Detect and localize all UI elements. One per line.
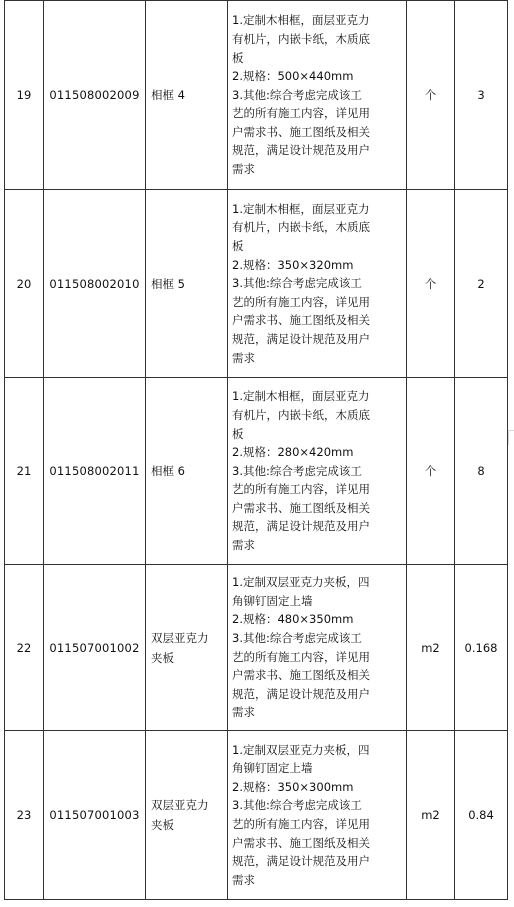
item-code: 011508002011 [44,378,146,565]
item-number: 20 [5,190,44,378]
item-name: 相框 5 [146,190,228,378]
description-line: 2.规格：500×440mm [232,69,354,84]
description-line: 有机片，内嵌卡纸，木质底 [232,220,370,235]
item-number: 19 [5,1,44,190]
description-line: 角铆钉固定上墙 [232,593,313,608]
item-unit: 个 [407,1,455,190]
description-line: 3.其他:综合考虑完成该工 [232,463,362,478]
description-line: 3.其他:综合考虑完成该工 [232,87,362,102]
item-name-line: 夹板 [151,650,174,665]
description-line: 户需求书、施工图纸及相关 [232,124,370,139]
description-line: 2.规格：480×350mm [232,612,354,627]
description-line: 1.定制木相框，面层亚克力 [232,13,370,28]
description-line: 艺的所有施工内容，详见用 [232,649,370,664]
item-description [228,565,407,731]
item-code: 011508002010 [44,190,146,378]
description-line: 3.其他:综合考虑完成该工 [232,630,362,645]
item-name [146,731,228,900]
item-name: 相框 6 [146,378,228,565]
description-line: 1.定制木相框，面层亚克力 [232,201,370,216]
description-line: 户需求书、施工图纸及相关 [232,313,370,328]
description-line: 规范，满足设计规范及用户 [232,143,370,158]
description-line: 板 [232,50,244,65]
description-line: 1.定制木相框，面层亚克力 [232,389,370,404]
item-quantity: 0.168 [455,565,508,731]
description-line: 需求 [232,538,255,553]
item-number: 22 [5,565,44,731]
scroll-edge-marker [508,430,514,445]
description-line: 需求 [232,872,255,887]
description-line: 2.规格：280×420mm [232,445,354,460]
item-quantity: 8 [455,378,508,565]
item-unit: m2 [407,731,455,900]
item-name-line: 夹板 [151,818,174,832]
item-code: 011508002009 [44,1,146,190]
item-number: 23 [5,731,44,900]
description-line: 需求 [232,350,255,365]
item-unit: 个 [407,378,455,565]
description-line: 规范，满足设计规范及用户 [232,854,370,869]
description-line: 规范，满足设计规范及用户 [232,686,370,701]
item-code: 011507001002 [44,565,146,731]
item-name-line: 双层亚克力 [151,630,209,645]
description-line: 艺的所有施工内容，详见用 [232,482,370,497]
description-line: 户需求书、施工图纸及相关 [232,835,370,850]
description-line: 1.定制双层亚克力夹板，四 [232,575,370,590]
description-line: 户需求书、施工图纸及相关 [232,500,370,515]
description-line: 艺的所有施工内容，详见用 [232,294,370,309]
item-name: 相框 4 [146,1,228,190]
description-line: 规范，满足设计规范及用户 [232,519,370,534]
table-row [5,190,508,378]
description-line: 户需求书、施工图纸及相关 [232,668,370,683]
description-line: 2.规格：350×320mm [232,257,354,272]
description-line: 有机片，内嵌卡纸，木质底 [232,31,370,46]
table-row [5,378,508,565]
item-description [228,378,407,565]
description-line: 艺的所有施工内容，详见用 [232,106,370,121]
item-quantity: 2 [455,190,508,378]
bill-of-quantities-table [4,0,508,900]
item-quantity: 3 [455,1,508,190]
description-line: 需求 [232,705,255,720]
item-description [228,190,407,378]
description-line: 角铆钉固定上墙 [232,761,313,776]
item-quantity: 0.84 [455,731,508,900]
item-name-line: 双层亚克力 [151,798,209,812]
table-row [5,565,508,731]
description-line: 板 [232,239,244,254]
description-line: 3.其他:综合考虑完成该工 [232,798,362,813]
description-line: 3.其他:综合考虑完成该工 [232,276,362,291]
description-line: 艺的所有施工内容，详见用 [232,817,370,831]
item-number: 21 [5,378,44,565]
description-line: 有机片，内嵌卡纸，木质底 [232,407,370,422]
item-description [228,1,407,190]
description-line: 2.规格：350×300mm [232,779,354,794]
description-line: 1.定制双层亚克力夹板，四 [232,742,370,757]
description-line: 需求 [232,162,255,177]
table-row [5,1,508,190]
description-line: 规范，满足设计规范及用户 [232,331,370,346]
description-line: 板 [232,426,244,441]
item-code: 011507001003 [44,731,146,900]
table-row [5,731,508,900]
item-description [228,731,407,900]
item-unit: 个 [407,190,455,378]
item-name [146,565,228,731]
item-unit: m2 [407,565,455,731]
